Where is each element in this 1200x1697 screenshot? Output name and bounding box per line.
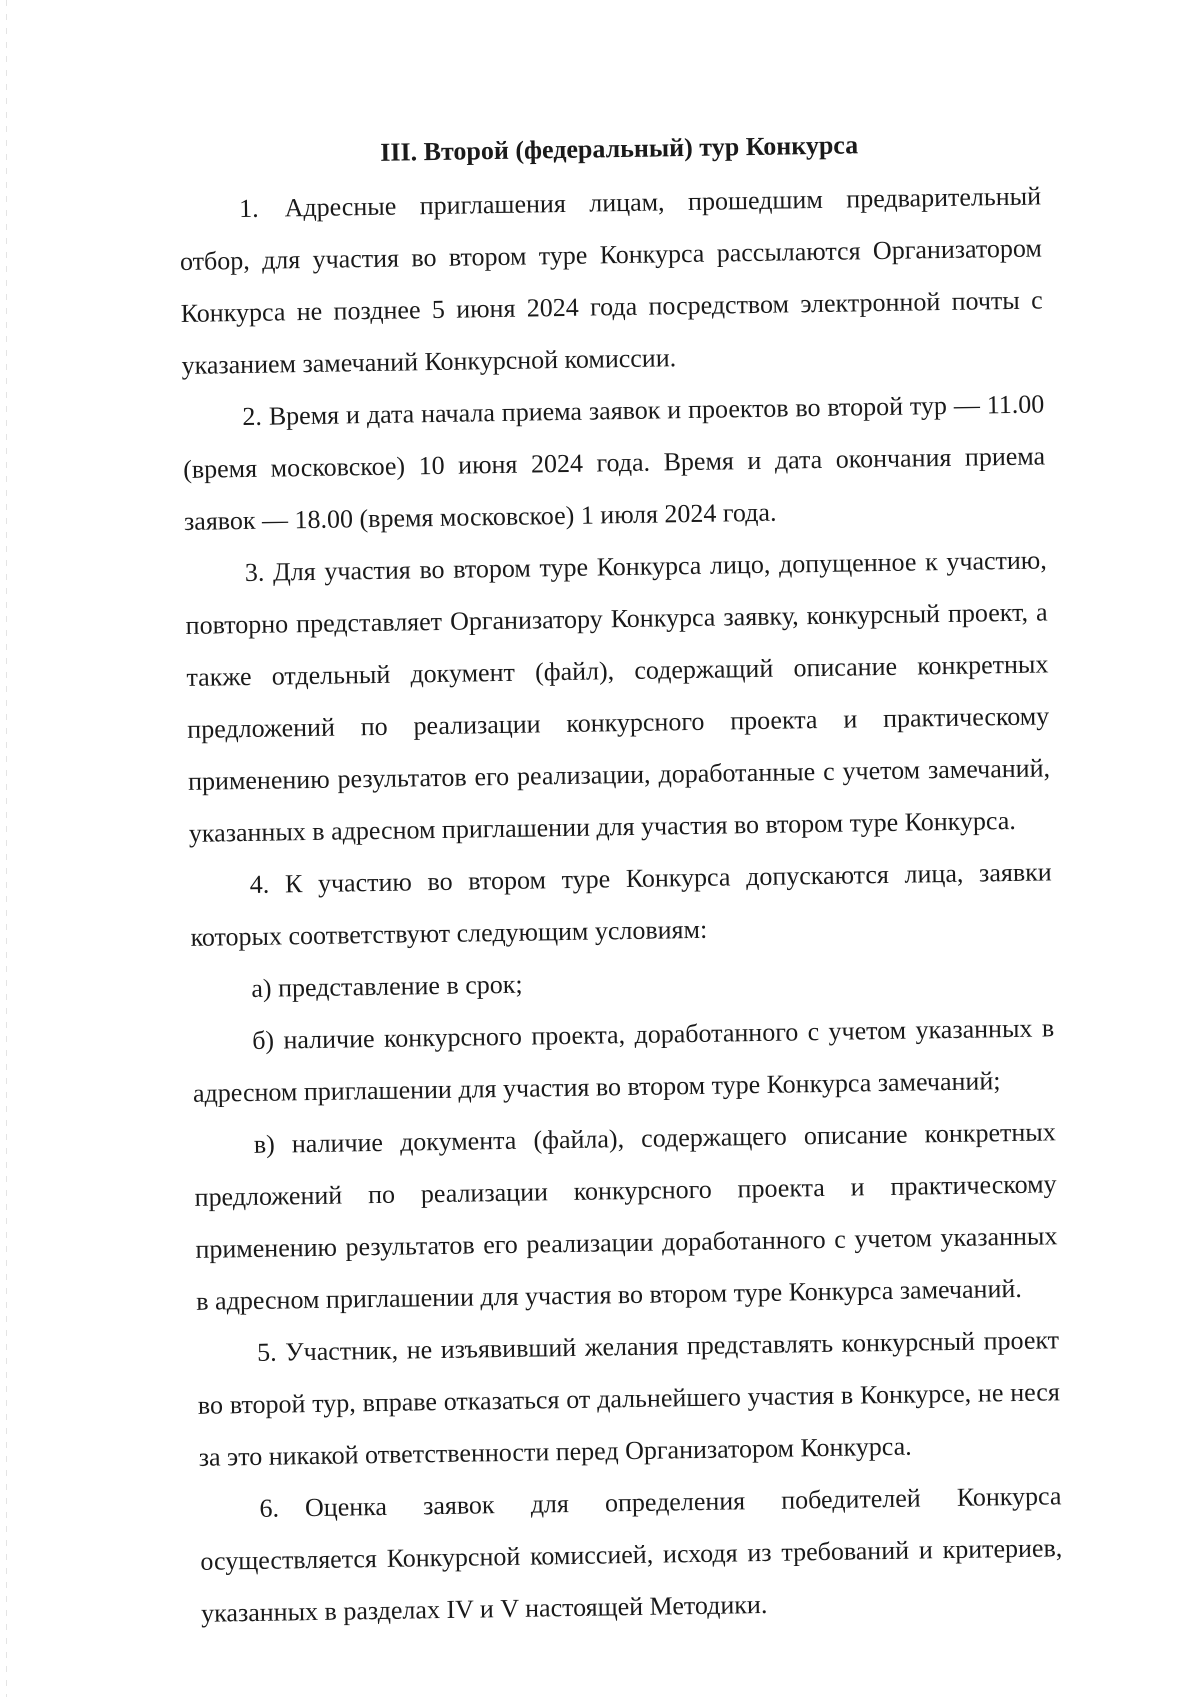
paragraph-text: Время и дата начала приема заявок и проектов во второй тур — 11.00 (время московское) 10 июня 2024 года. Время и дата окончания приема заявок — 18.00 (время московское) 1 июля 2024 года. xyxy=(182,389,1046,537)
paragraph-5 xyxy=(197,1315,1061,1485)
subitem-letter: а) xyxy=(251,974,272,1004)
section-heading: III. Второй (федеральный) тур Конкурса xyxy=(380,130,859,167)
paragraph-text: Оценка заявок для определения победителей Конкурса осуществляется Конкурсной комиссией, исходя из требований и критериев, указанных в разделах IV и V настоящей Методики. xyxy=(200,1481,1063,1629)
paragraph-3 xyxy=(184,535,1051,861)
paragraph-number: 5. xyxy=(256,1337,277,1368)
subitem-v xyxy=(193,1107,1058,1329)
subitem-letter: б) xyxy=(251,1025,275,1056)
paragraph-text: Для участия во втором туре Конкурса лицо, допущенное к участию, повторно представляет Организатору Конкурса заявку, конкурсный проект, а также отдельный документ (файл), содержащий описание конкретных предложений по реализации конкурсного проекта и практическому применению результатов его реализации, доработанные с учетом замечаний, указанных в адресном приглашении для участия во втором туре Конкурса. xyxy=(185,545,1051,849)
paragraph-number: 2. xyxy=(242,402,263,432)
document-body xyxy=(178,124,1063,1640)
paragraph-2 xyxy=(182,379,1046,549)
paragraph-text: Адресные приглашения лицам, прошедшим предварительный отбор, для участия во втором туре Конкурса рассылаются Организатором Конкурса не позднее 5 июня 2024 года посредством электронной почты с указанием замечаний Конкурсной комиссии. xyxy=(179,181,1043,381)
subitem-text: представление в срок; xyxy=(277,970,523,1003)
paragraph-6 xyxy=(199,1471,1063,1641)
subitem-letter: в) xyxy=(253,1129,275,1160)
subitem-text: наличие конкурсного проекта, доработанного с учетом указанных в адресном приглашении для участия во втором туре Конкурса замечаний; xyxy=(192,1013,1055,1109)
subitem-b xyxy=(192,1003,1056,1121)
subitem-text: наличие документа (файла), содержащего описание конкретных предложений по реализации конкурсного проекта и практическому применению результатов его реализации доработанного с учетом указанных в адресном приглашении для участия во втором туре Конкурса замечаний. xyxy=(194,1117,1058,1317)
paragraph-text: К участию во втором туре Конкурса допускаются лица, заявки которых соответствуют следующим условиям: xyxy=(190,857,1052,953)
paragraph-1 xyxy=(179,171,1044,393)
paragraph-4 xyxy=(189,847,1053,965)
paragraph-number: 4. xyxy=(249,870,270,900)
scan-edge-mark xyxy=(6,0,7,1697)
paragraph-text: Участник, не изъявивший желания представлять конкурсный проект во второй тур, вправе отказаться от дальнейшего участия в Конкурсе, не неся за это никакой ответственности перед Организатором Конкурса. xyxy=(197,1325,1061,1473)
paragraph-number: 6. xyxy=(259,1493,280,1524)
paragraph-number: 1. xyxy=(238,194,259,224)
paragraph-number: 3. xyxy=(244,558,265,588)
